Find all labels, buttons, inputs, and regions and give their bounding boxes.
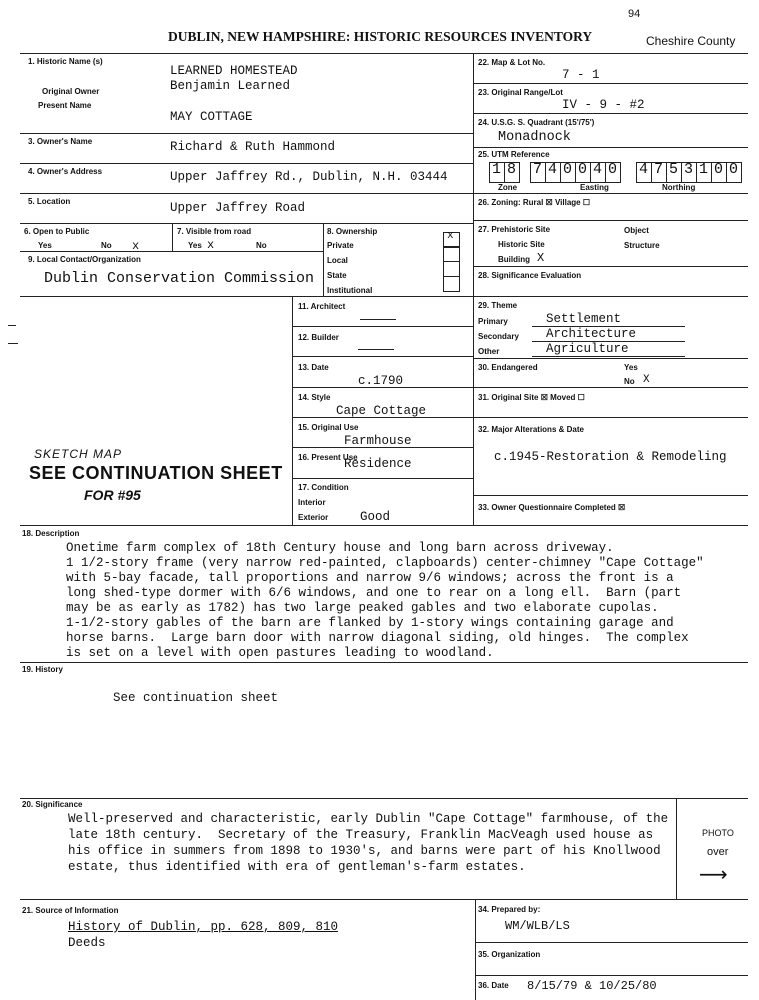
historic-name-value: LEARNED HOMESTEAD [170,64,298,78]
present-name-value: MAY COTTAGE [170,110,253,124]
theme-other-label: Other [478,347,500,356]
architect-blank [360,319,396,320]
utm-northing-label: Northing [662,183,696,192]
significance-line: estate, thus identified with era of gentleman's-farm estates. [68,860,526,874]
ownership-institutional: Institutional [327,286,373,295]
owner-address-label: 4. Owner's Address [28,167,103,176]
builder-blank [358,349,394,350]
open-to-public-label: 6. Open to Public [24,227,90,236]
open-public-mark: x [132,239,140,253]
description-line: horse barns. Large barn door with narrow diagonal siding, old hinges. The complex [66,631,689,645]
theme-secondary-value: Architecture [546,327,637,341]
building-label: Building [498,255,530,264]
historic-site-label: Historic Site [498,240,545,249]
utm-northing-digit: 5 [668,161,678,178]
present-use-label: 16. Present Use [298,453,358,462]
significance-eval-label: 28. Significance Evaluation [478,271,582,280]
ownership-local: Local [327,256,348,265]
building-mark: X [537,251,545,265]
original-site-label: 31. Original Site ☒ Moved ☐ [478,393,585,402]
utm-northing-digit: 1 [698,161,708,178]
utm-label: 25. UTM Reference [478,150,550,159]
quadrant-label: 24. U.S.G. S. Quadrant (15'/75') [478,118,595,127]
significance-line: Well-preserved and characteristic, early Dublin "Cape Cottage" farmhouse, of the [68,812,669,826]
utm-zone-digit: 1 [491,161,501,178]
utm-easting-digit: 0 [577,161,587,178]
ownership-private: Private [327,241,354,250]
location-value: Upper Jaffrey Road [170,201,306,215]
major-alterations-value: c.1945-Restoration & Remodeling [494,450,727,464]
present-use-value: Residence [344,457,412,471]
architect-label: 11. Architect [298,302,346,311]
owner-address-value: Upper Jaffrey Rd., Dublin, N.H. 03444 [170,170,448,184]
present-name-label: Present Name [38,101,92,110]
prepared-by-value: WM/WLB/LS [505,919,570,933]
historic-name-label: 1. Historic Name (s) [28,57,103,66]
endangered-yes: Yes [624,363,638,372]
description-line: may be as early as 1782) has two large peaked gables and two elaborate cupolas. [66,601,659,615]
endangered-mark: X [643,374,650,386]
date-label: 13. Date [298,363,329,372]
condition-interior: Interior [298,498,326,507]
utm-easting-label: Easting [580,183,609,192]
description-line: 1 1/2-story frame (very narrow red-painted, clapboards) center-chimney "Cape Cottage" [66,556,704,570]
utm-easting-digit: 0 [607,161,617,178]
style-label: 14. Style [298,393,331,402]
utm-northing-digit: 0 [728,161,738,178]
original-use-value: Farmhouse [344,434,412,448]
theme-primary-value: Settlement [546,312,622,326]
questionnaire-label: 33. Owner Questionnaire Completed ☒ [478,503,626,512]
condition-label: 17. Condition [298,483,349,492]
structure-label: Structure [624,241,660,250]
organization-label: 35. Organization [478,950,541,959]
utm-easting-digit: 4 [547,161,557,178]
theme-secondary-label: Secondary [478,332,519,341]
theme-other-underline [532,356,685,357]
prepared-date-value: 8/15/79 & 10/25/80 [527,979,657,993]
utm-zone-label: Zone [498,183,518,192]
history-value: See continuation sheet [113,691,279,705]
endangered-no: No [624,377,635,386]
owner-name-value: Richard & Ruth Hammond [170,140,336,154]
photo-label: PHOTO [702,828,734,838]
prehistoric-site-label: 27. Prehistoric Site [478,225,551,234]
description-line: long shed-type dormer with 6/6 windows, and one to rear on a long ell. Barn (part [66,586,682,600]
utm-easting-digit: 7 [532,161,542,178]
source-label: 21. Source of Information [22,906,119,915]
ownership-label: 8. Ownership [327,227,378,236]
utm-northing-digit: 3 [683,161,693,178]
map-lot-label: 22. Map & Lot No. [478,58,546,67]
visible-road-no: No [256,241,267,250]
quadrant-value: Monadnock [498,130,571,145]
for-95-note: FOR #95 [84,487,141,503]
range-lot-label: 23. Original Range/Lot [478,88,563,97]
utm-zone-digit: 8 [506,161,516,178]
source-line: History of Dublin, pp. 628, 809, 810 [68,920,339,934]
object-label: Object [624,226,649,235]
range-lot-value: IV - 9 - #2 [562,98,645,112]
visible-road-mark: x [207,238,215,252]
photo-over-label: over [707,846,729,858]
description-line: is set on a level with open pastures leading to woodland. [66,646,494,660]
local-contact-value: Dublin Conservation Commission [44,270,315,287]
owner-name-label: 3. Owner's Name [28,137,93,146]
page-number: 94 [628,8,641,20]
utm-easting-digit: 4 [592,161,602,178]
endangered-label: 30. Endangered [478,363,538,372]
source-line: Deeds [68,936,106,950]
builder-label: 12. Builder [298,333,339,342]
condition-exterior-value: Good [360,510,391,524]
significance-label: 20. Significance [22,800,83,809]
form-title: DUBLIN, NEW HAMPSHIRE: HISTORIC RESOURCES INVENTORY [168,29,593,44]
open-public-no: No [101,241,112,250]
date-value: c.1790 [358,374,404,388]
ownership-mark: x [447,230,454,242]
prepared-by-label: 34. Prepared by: [478,905,541,914]
description-line: Onetime farm complex of 18th Century house and long barn across driveway. [66,541,614,555]
description-line: 1-1/2-story gables of the barn are flanked by 1-story wings containing garage and [66,616,674,630]
style-value: Cape Cottage [336,404,427,418]
zoning-label: 26. Zoning: Rural ☒ Village ☐ [478,198,590,207]
county-label: Cheshire County [646,34,736,48]
prepared-date-label: 36. Date [478,981,509,990]
major-alterations-label: 32. Major Alterations & Date [478,425,584,434]
location-label: 5. Location [28,197,71,206]
significance-line: his office in summers from 1898 to 1930's, and barns were part of his Knollwood [68,844,661,858]
original-owner-value: Benjamin Learned [170,79,291,93]
ownership-state: State [327,271,347,280]
history-label: 19. History [22,665,63,674]
visible-from-road-label: 7. Visible from road [177,227,252,236]
description-label: 18. Description [22,529,80,538]
original-owner-label: Original Owner [42,87,100,96]
theme-primary-label: Primary [478,317,508,326]
original-use-label: 15. Original Use [298,423,359,432]
visible-road-yes: Yes [188,241,202,250]
see-continuation-note: SEE CONTINUATION SHEET [29,463,283,483]
description-line: with 5-bay facade, tall proportions and narrow 9/6 windows; across the front is a [66,571,674,585]
utm-northing-digit: 4 [638,161,648,178]
utm-easting-digit: 0 [562,161,572,178]
theme-label: 29. Theme [478,301,518,310]
utm-northing-digit: 7 [653,161,663,178]
map-lot-value: 7 - 1 [562,68,600,82]
local-contact-label: 9. Local Contact/Organization [28,255,141,264]
sketch-map-note: SKETCH MAP [34,447,123,461]
arrow-right-icon: ⟶ [699,862,728,886]
condition-exterior: Exterior [298,513,329,522]
open-public-yes: Yes [38,241,52,250]
significance-line: late 18th century. Secretary of the Treasury, Franklin MacVeagh used house as [68,828,654,842]
utm-northing-digit: 0 [713,161,723,178]
theme-other-value: Agriculture [546,342,629,356]
